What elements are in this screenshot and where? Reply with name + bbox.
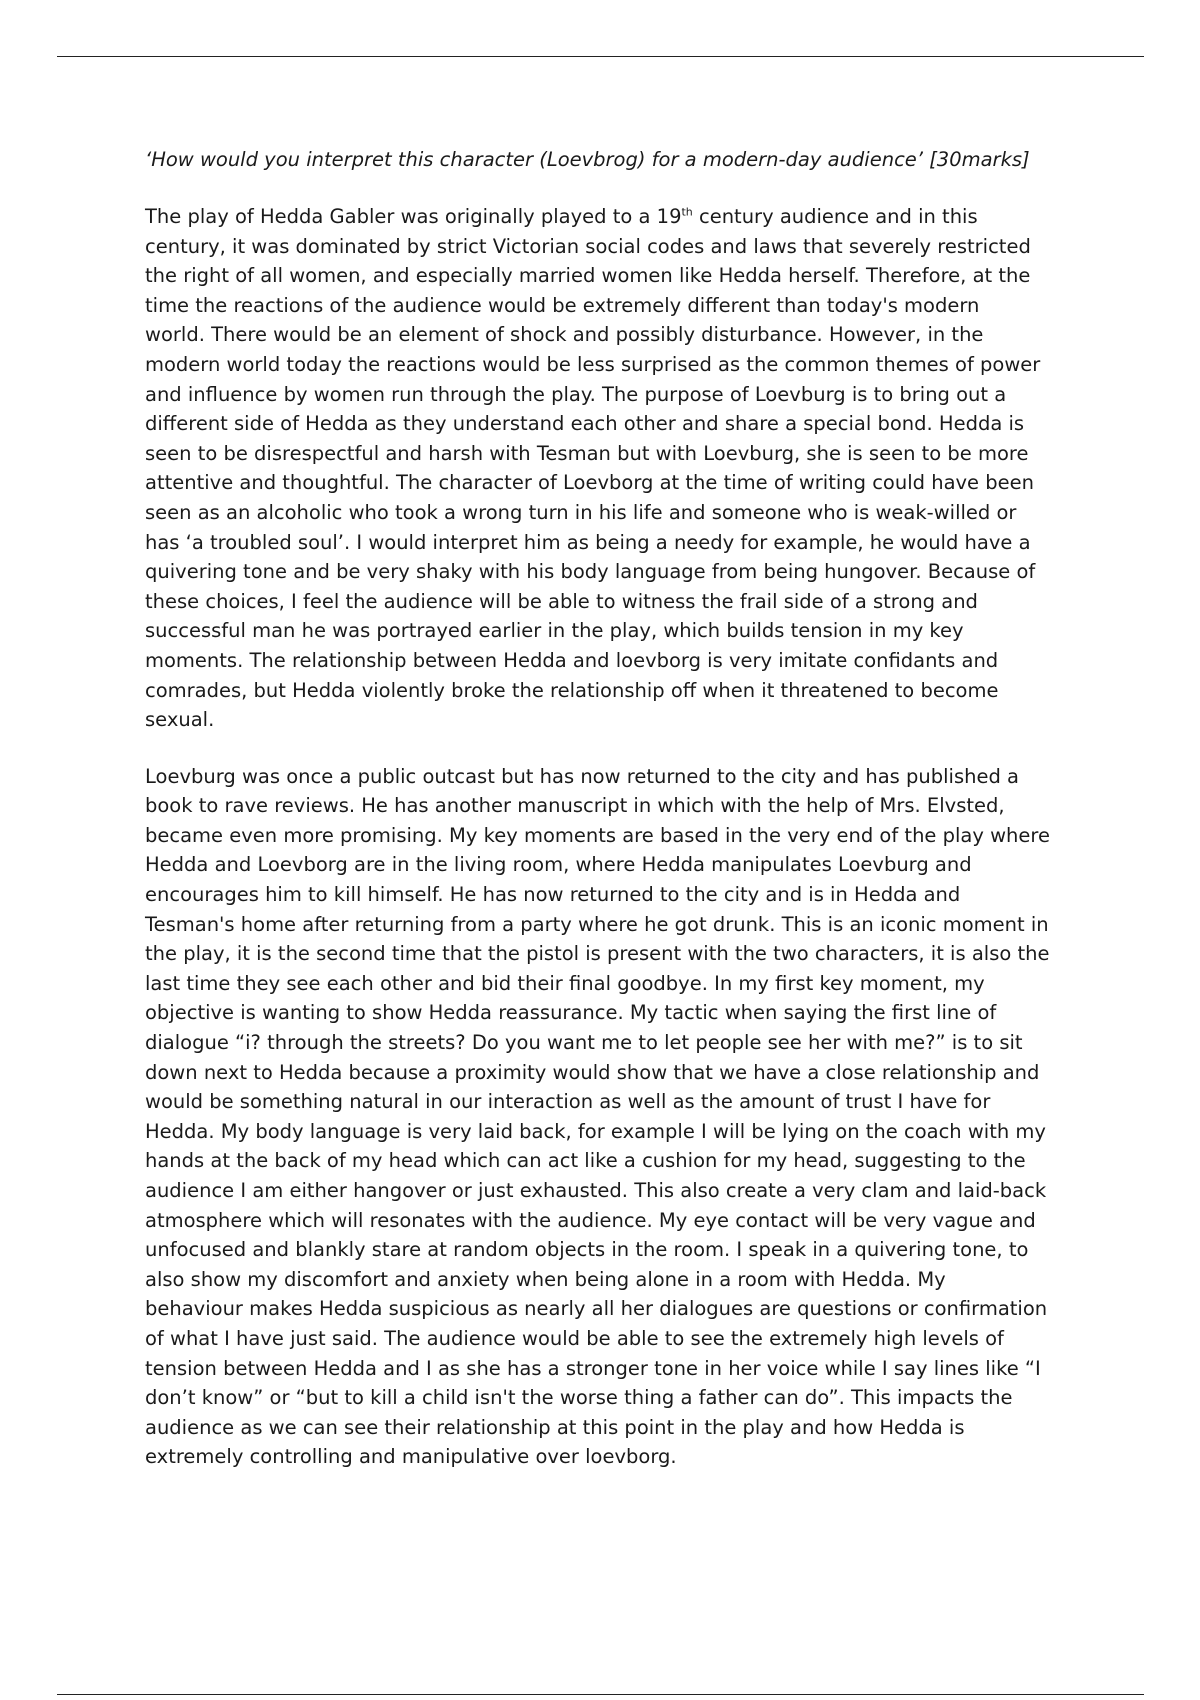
paragraph-line: moments. The relationship between Hedda and loevborg is very imitate confidants and [145, 648, 999, 672]
paragraph-line: Hedda and Loevborg are in the living room, where Hedda manipulates Loevburg and [145, 853, 972, 877]
paragraph-line: down next to Hedda because a proximity would show that we have a close relationship and [145, 1060, 1040, 1084]
paragraph-line: the right of all women, and especially married women like Hedda herself. Therefore, at the [145, 264, 1031, 288]
footer-rule [57, 1694, 1144, 1695]
ordinal-superscript: th [681, 205, 693, 219]
paragraph-line: of what I have just said. The audience would be able to see the extremely high levels of [145, 1326, 1004, 1350]
paragraph-line: comrades, but Hedda violently broke the relationship off when it threatened to become [145, 678, 999, 702]
paragraph-line: seen as an alcoholic who took a wrong turn in his life and someone who is weak-willed or [145, 500, 1017, 524]
paragraph-line: time the reactions of the audience would be extremely different than today's modern [145, 293, 980, 317]
paragraph-line: hands at the back of my head which can act like a cushion for my head, suggesting to the [145, 1149, 1026, 1173]
paragraph-line: audience as we can see their relationship at this point in the play and how Hedda is [145, 1415, 965, 1439]
paragraph-line: last time they see each other and bid their final goodbye. In my first key moment, my [145, 971, 985, 995]
paragraph-line: encourages him to kill himself. He has now returned to the city and is in Hedda and [145, 883, 961, 907]
paragraph-line: has ‘a troubled soul’. I would interpret him as being a needy for example, he would have a [145, 530, 1031, 554]
paragraph-line: don’t know” or “but to kill a child isn't the worse thing a father can do”. This impacts the [145, 1386, 1013, 1410]
paragraph-line: Hedda. My body language is very laid back, for example I will be lying on the coach with my [145, 1119, 1046, 1143]
paragraph-line: Tesman's home after returning from a party where he got drunk. This is an iconic moment in [145, 912, 1049, 936]
paragraph-line: objective is wanting to show Hedda reassurance. My tactic when saying the first line of [145, 1001, 997, 1025]
paragraph-line: quivering tone and be very shaky with his body language from being hungover. Because of [145, 560, 1036, 584]
paragraph-line: modern world today the reactions would be less surprised as the common themes of power [145, 352, 1041, 376]
paragraph-line: unfocused and blankly stare at random objects in the room. I speak in a quivering tone, to [145, 1238, 1029, 1262]
paragraph-line: book to rave reviews. He has another manuscript in which with the help of Mrs. Elvsted, [145, 794, 1005, 818]
paragraph-line: sexual. [145, 708, 215, 732]
paragraph-line: century, it was dominated by strict Victorian social codes and laws that severely restricted [145, 234, 1031, 258]
paragraph-line: different side of Hedda as they understand each other and share a special bond. Hedda is [145, 412, 1025, 436]
paragraph-line: dialogue “i? through the streets? Do you want me to let people see her with me?” is to sit [145, 1031, 1023, 1055]
paragraph-line: the play, it is the second time that the pistol is present with the two characters, it is also the [145, 942, 1050, 966]
paragraph-line: these choices, I feel the audience will be able to witness the frail side of a strong and [145, 589, 978, 613]
paragraph-line: seen to be disrespectful and harsh with Tesman but with Loevburg, she is seen to be more [145, 441, 1029, 465]
paragraph-line: Loevburg was once a public outcast but has now returned to the city and has published a [145, 764, 1019, 788]
paragraph-line: audience I am either hangover or just exhausted. This also create a very clam and laid-back [145, 1179, 1047, 1202]
paragraph-line: The play of Hedda Gabler was originally played to a 19th century audience and in this [145, 205, 978, 228]
paragraph-line: tension between Hedda and I as she has a stronger tone in her voice while I say lines like “I [145, 1356, 1041, 1380]
paragraph-spacer [145, 735, 1075, 762]
paragraph-line: successful man he was portrayed earlier in the play, which builds tension in my key [145, 619, 964, 643]
paragraph-line: world. There would be an element of shock and possibly disturbance. However, in the [145, 323, 984, 347]
document-body [145, 145, 1075, 1472]
paragraph-line: extremely controlling and manipulative over loevborg. [145, 1445, 677, 1469]
header-rule [57, 56, 1144, 57]
paragraph-line: behaviour makes Hedda suspicious as nearly all her dialogues are questions or confirmation [145, 1297, 1048, 1321]
paragraph-line: would be something natural in our interaction as well as the amount of trust I have for [145, 1090, 991, 1114]
paragraph-line: and influence by women run through the play. The purpose of Loevburg is to bring out a [145, 382, 1007, 406]
paragraph-2 [145, 762, 1075, 1472]
paragraph-line: became even more promising. My key moments are based in the very end of the play where [145, 823, 1050, 847]
paragraph-line: also show my discomfort and anxiety when being alone in a room with Hedda. My [145, 1267, 946, 1291]
paragraph-line: attentive and thoughtful. The character of Loevborg at the time of writing could have been [145, 471, 1034, 495]
essay-question-title: ‘How would you interpret this character (Loevbrog) for a modern-day audience’ [30marks] [145, 148, 1030, 171]
paragraph-1 [145, 202, 1075, 735]
paragraph-line: atmosphere which will resonates with the audience. My eye contact will be very vague and [145, 1208, 1036, 1232]
